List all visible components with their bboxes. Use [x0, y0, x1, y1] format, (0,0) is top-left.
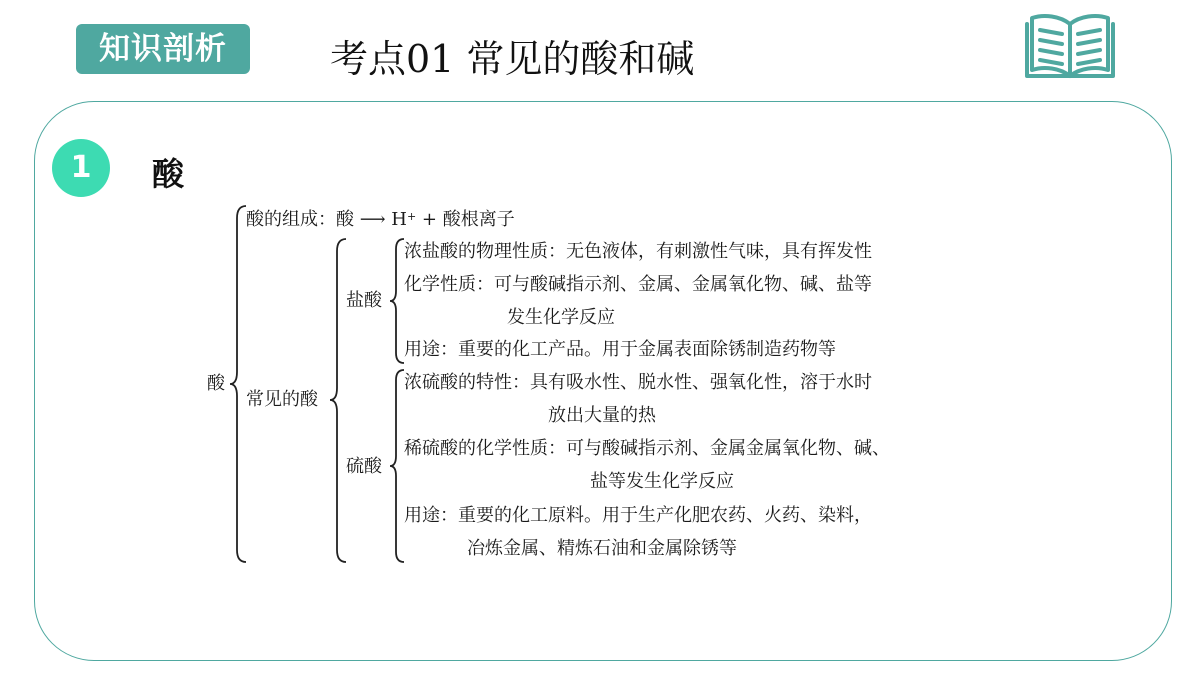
section-number-badge: 1: [52, 139, 110, 197]
h2so4-dilute-1: 稀硫酸的化学性质：可与酸碱指示剂、金属金属氧化物、碱、: [404, 438, 890, 459]
h2so4-dilute-2: 盐等发生化学反应: [590, 471, 734, 492]
open-book-icon: [1024, 10, 1116, 80]
h2so4-label: 硫酸: [346, 456, 382, 477]
h2so4-conc-2: 放出大量的热: [548, 405, 656, 426]
hcl-chemical-2: 发生化学反应: [507, 307, 615, 328]
hcl-chemical-1: 化学性质：可与酸碱指示剂、金属、金属氧化物、碱、盐等: [404, 274, 872, 295]
root-brace: [228, 204, 248, 564]
hcl-label: 盐酸: [346, 290, 382, 311]
h2so4-conc-1: 浓硫酸的特性：具有吸水性、脱水性、强氧化性，溶于水时: [404, 372, 872, 393]
h2so4-use-1: 用途：重要的化工原料。用于生产化肥农药、火药、染料，: [404, 505, 872, 526]
tree-root-label: 酸: [207, 373, 225, 394]
h2so4-use-2: 冶炼金属、精炼石油和金属除锈等: [467, 538, 737, 559]
hcl-use: 用途：重要的化工产品。用于金属表面除锈制造药物等: [404, 339, 836, 360]
section-tag: 知识剖析: [76, 24, 250, 74]
h2so4-brace: [388, 368, 406, 564]
composition-sup: +: [406, 210, 417, 223]
common-acid-brace: [328, 237, 348, 564]
section-title: 酸: [152, 155, 185, 193]
hcl-physical: 浓盐酸的物理性质：无色液体，有刺激性气味，具有挥发性: [404, 241, 872, 262]
composition-suffix: + 酸根离子: [416, 209, 515, 230]
page-title: 考点01 常见的酸和碱: [330, 37, 695, 81]
composition-prefix: 酸的组成：酸 ⟶ H: [246, 209, 407, 230]
acid-composition: [246, 208, 515, 232]
common-acid-label: 常见的酸: [246, 389, 318, 410]
